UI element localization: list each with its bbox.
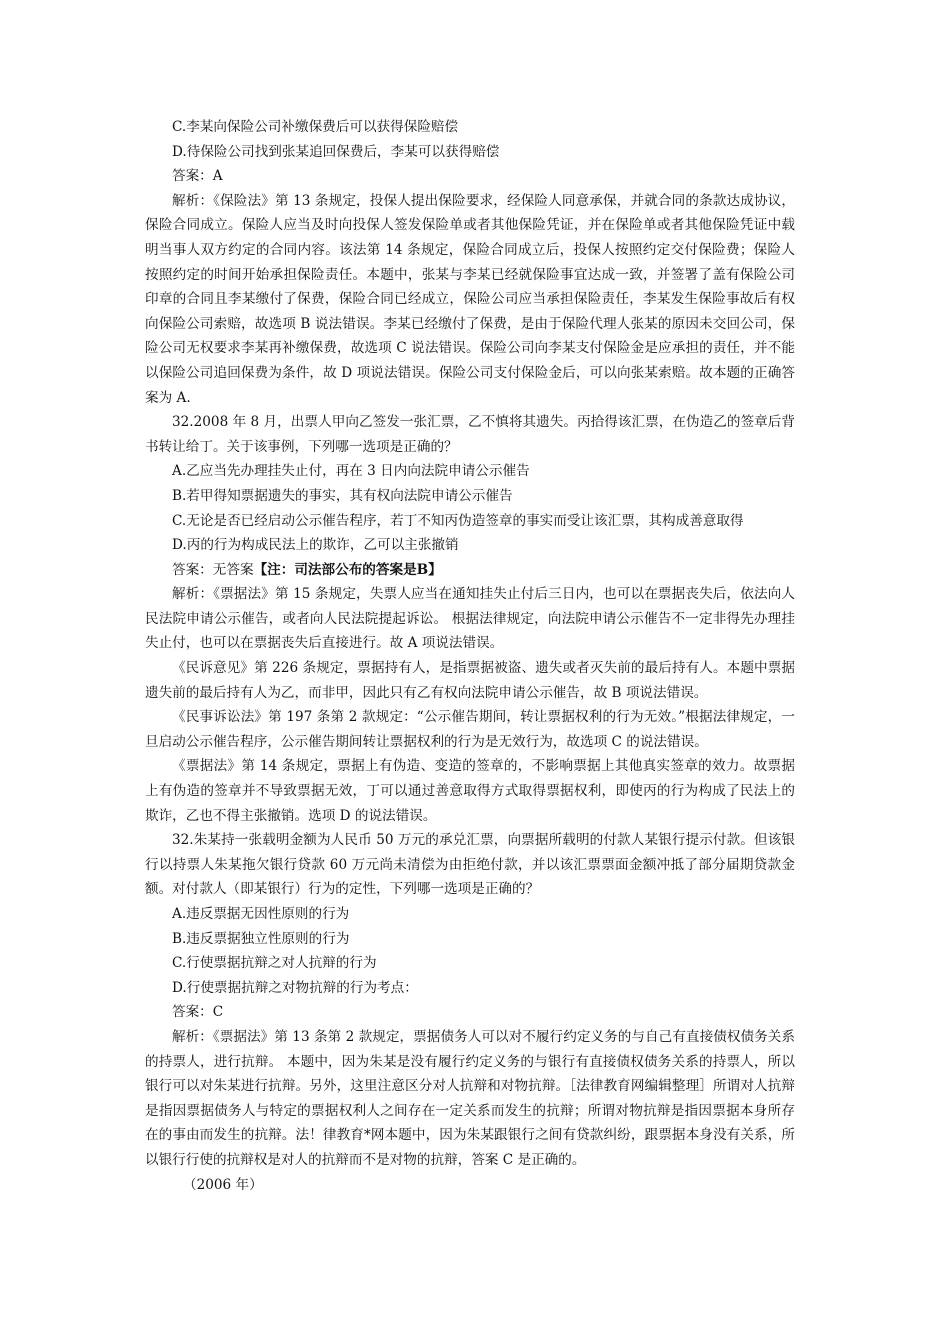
answer-line: 答案：A — [172, 168, 223, 185]
answer-line: 答案：C — [172, 1004, 224, 1021]
question-paragraph: 32.朱某持一张载明金额为人民币 50 万元的承兑汇票，向票据所载明的付款人某银行提示付款。但该银行以持票人朱某拖欠银行贷款 60 万元尚未清偿为由拒绝付款，并以该汇票票面金额冲抵了部分届期贷款金额。对付款人（即某银行）行为的定性，下列哪一选项是正确的？ — [145, 832, 795, 898]
answer-note: 【注：司法部公布的答案是B】 — [253, 561, 442, 578]
option-d: D.待保险公司找到张某追回保费后，李某可以获得赔偿 — [172, 143, 500, 160]
option-b: B.若甲得知票据遗失的事实，其有权向法院申请公示催告 — [172, 487, 513, 504]
analysis-paragraph: 解析：《票据法》第 15 条规定，失票人应当在通知挂失止付后三日内，也可以在票据丧失后，依法向人民法院申请公示催告，或者向人民法院提起诉讼。 根据法律规定，向法院申请公示催告不一定非得先办理挂失止付，也可以在票据丧失后直接进行。故 A 项说法错误。 — [145, 586, 795, 652]
option-b: B.违反票据独立性原则的行为 — [172, 930, 350, 947]
year-note: （2006 年） — [183, 1176, 263, 1193]
option-c: C.李某向保险公司补缴保费后可以获得保险赔偿 — [172, 119, 459, 135]
analysis-paragraph: 《民事诉讼法》第 197 条第 2 款规定：“公示催告期间，转让票据权利的行为无效。”根据法律规定，一旦启动公示催告程序，公示催告期间转让票据权利的行为是无效行为，故选项 C 的说法错误。 — [145, 709, 795, 750]
option-a: A.违反票据无因性原则的行为 — [172, 906, 350, 922]
answer-line — [145, 558, 795, 583]
analysis-paragraph: 《民诉意见》第 226 条规定，票据持有人，是指票据被盗、遗失或者灭失前的最后持有人。本题中票据遗失前的最后持有人为乙，而非甲，因此只有乙有权向法院申请公示催告，故 B 项说法错误。 — [145, 660, 795, 701]
analysis-paragraph: 《票据法》第 14 条规定，票据上有伪造、变造的签章的，不影响票据上其他真实签章的效力。故票据上有伪造的签章并不导致票据无效，丁可以通过善意取得方式取得票据权利，即使丙的行为构成了民法上的欺诈，乙也不得主张撤销。选项 D 的说法错误。 — [145, 758, 795, 824]
answer-text: 答案：无答案 — [172, 561, 254, 578]
option-c: C.行使票据抗辩之对人抗辩的行为 — [172, 955, 377, 972]
document-body — [145, 115, 795, 1197]
analysis-paragraph: 解析：《票据法》第 13 条第 2 款规定，票据债务人可以对不履行约定义务的与自己有直接债权债务关系的持票人，进行抗辩。 本题中，因为朱某是没有履行约定义务的与银行有直接债权债务关系的持票人，所以银行可以对朱某进行抗辩。另外，这里注意区分对人抗辩和对物抗辩。［法律教育网编辑整理］所谓对人抗辩是指因票据债务人与特定的票据权利人之间存在一定关系而发生的抗辩；所谓对物抗辩是指因票据本身所存在的事由而发生的抗辩。法！律教育*网本题中，因为朱某跟银行之间有贷款纠纷，跟票据本身没有关系，所以银行行使的抗辩权是对人的抗辩而不是对物的抗辩，答案 C 是正确的。 — [145, 1028, 795, 1168]
option-d: D.行使票据抗辩之对物抗辩的行为考点： — [172, 979, 418, 996]
option-a: A.乙应当先办理挂失止付，再在 3 日内向法院申请公示催告 — [172, 463, 530, 480]
analysis-paragraph: 解析：《保险法》第 13 条规定，投保人提出保险要求，经保险人同意承保，并就合同的条款达成协议，保险合同成立。保险人应当及时向投保人签发保险单或者其他保险凭证，并在保险单或者其他保险凭证中载明当事人双方约定的合同内容。该法第 14 条规定，保险合同成立后，投保人按照约定交付保险费；保险人按照约定的时间开始承担保险责任。本题中，张某与李某已经就保险事宜达成一致，并签署了盖有保险公司印章的合同且李某缴付了保费，保险合同已经成立，保险公司应当承担保险责任，李某发生保险事故后有权向保险公司索赔，故选项 B 说法错误。李某已经缴付了保费，是由于保险代理人张某的原因未交回公司，保险公司无权要求李某再补缴保费，故选项 C 说法错误。保险公司向李某支付保险金是应承担的责任，并不能以保险公司追回保费为条件，故 D 项说法错误。保险公司支付保险金后，可以向张某索赔。故本题的正确答案为 A. — [145, 192, 795, 406]
option-c: C.无论是否已经启动公示催告程序，若丁不知丙伪造签章的事实而受让该汇票，其构成善意取得 — [172, 512, 744, 529]
option-d: D.丙的行为构成民法上的欺诈，乙可以主张撤销 — [172, 537, 459, 554]
question-paragraph: 32.2008 年 8 月，出票人甲向乙签发一张汇票，乙不慎将其遗失。丙拾得该汇票，在伪造乙的签章后背书转让给丁。关于该事例，下列哪一选项是正确的？ — [145, 414, 795, 455]
